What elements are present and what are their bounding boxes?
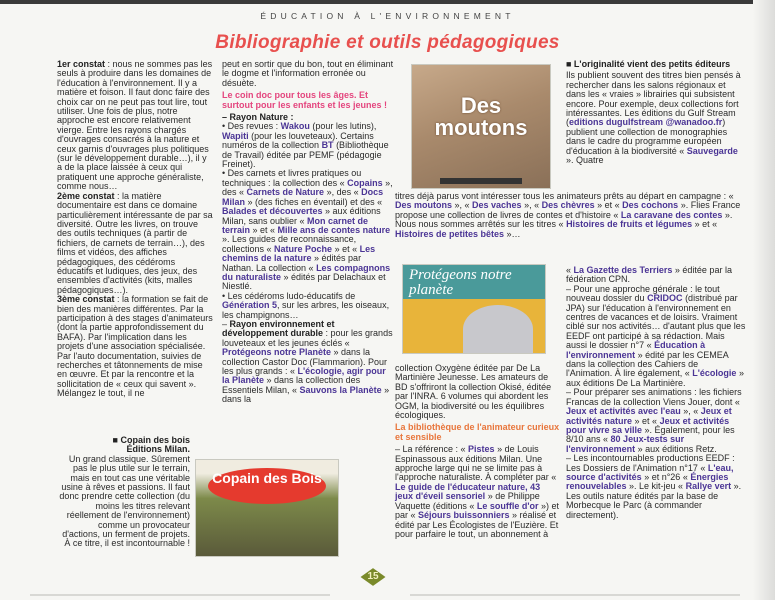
- cover-strip: [440, 178, 522, 184]
- page-title: Bibliographie et outils pédagogiques: [215, 32, 560, 53]
- paragraph: [566, 285, 746, 388]
- paragraph: [57, 192, 213, 295]
- text-run: – Pour préparer ses animations : les fichiers Francas de la collection Viens Jouer, dont «: [566, 387, 742, 407]
- text-run: : la formation se fait de bien des manières différentes. Par la participation à des stages d'animateurs (dont la partie approfondissement du BAFA). Par l'implication dans les projets d'une association spécialisée. Par l'auto documentation, suivies de recherches et tâtonnements de mise en œuvre. Et par la rencontre et la sollicitation de « ceux qui savent ». Mélangez le tout, il ne: [57, 294, 213, 399]
- highlighted-title: Jeux et activités nature: [566, 406, 732, 426]
- paragraph: [57, 60, 213, 192]
- subheading: La bibliothèque de l'animateur curieux et sensible: [395, 422, 560, 442]
- paragraph: [566, 71, 744, 165]
- text-run: ». Les outils nature édités par la base de Morbecque le Parc (à commander directement).: [566, 481, 742, 520]
- highlighted-title: Histoires de fruits et légumes: [566, 219, 693, 230]
- paragraph: [566, 388, 746, 454]
- highlighted-title: L'écologie, agir pour la Planète: [222, 366, 386, 386]
- text-run: (Bibliothèque de Travail) éditée par PEMF (pédagogie Freinet).: [222, 140, 389, 170]
- highlighted-title: L'écologie: [692, 368, 737, 379]
- footer-rule: [30, 594, 330, 596]
- paragraph: [395, 364, 560, 420]
- text-run: (pour les louveteaux). Certains numéros de la collection: [222, 130, 374, 151]
- text-run: » (des fiches en éventail) et des «: [245, 196, 383, 207]
- paragraph: [222, 320, 394, 405]
- bold-text: Rayon environnement et développement durable: [222, 318, 335, 339]
- text-run: • Des carnets et livres pratiques ou techniques : la collection des «: [222, 168, 362, 188]
- bold-text: 2ème constat: [57, 190, 115, 201]
- paragraph: [58, 455, 190, 549]
- text-run: – Les incontournables productions EEDF : Les Dossiers de l'Animation n°17 «: [566, 453, 735, 473]
- highlighted-title: Docs Milan: [222, 187, 384, 207]
- text-run: ». Flies France propose une collection de livres de contes et d'histoire «: [395, 200, 741, 220]
- paragraph: [222, 292, 394, 320]
- highlighted-title: 80 Jeux-tests sur l'environnement: [566, 434, 685, 454]
- text-run: , sur les arbres, les oiseaux, les champignons…: [222, 300, 390, 320]
- text-run: collection Oxygène éditée par De La Martinière Jeunesse. Les amateurs de BD s'offriront la collection Okisé, éditée par l'INRA. 6 volumes qui abordent les OGM, la biodiversité ou les équilibres écologiques.: [395, 363, 552, 421]
- text-run: ». Les guides de reconnaissance, collections «: [222, 234, 357, 254]
- column-3: [395, 364, 560, 539]
- text-run: (pour les lutins),: [309, 121, 377, 132]
- subheading: Le coin doc pour tous les âges. Et surtout pour les enfants et les jeunes !: [222, 90, 388, 110]
- copain-des-bois-box: [58, 436, 190, 549]
- paragraph: [566, 266, 746, 285]
- highlighted-title: L'eau, source d'activités: [566, 462, 734, 482]
- highlighted-title: Nature Poche: [274, 243, 333, 254]
- column-4-top: [566, 60, 744, 165]
- highlighted-title: Carnets de Nature: [246, 187, 325, 198]
- text-run: », «: [680, 406, 701, 417]
- bold-text: ■ Copain des bois: [112, 435, 190, 445]
- text-run: » édités par Nathan. La collection «: [222, 253, 362, 273]
- paragraph: [222, 169, 394, 291]
- book-cover-protegeons: [403, 265, 545, 353]
- text-run: • Les cédéroms ludo-éducatifs de: [222, 290, 356, 301]
- text-run: » réalisé et édité par Les Écologistes de l'Euzière. Et pour parfaire le tout, un abonnement à: [395, 510, 559, 539]
- page-number: 15: [367, 571, 379, 582]
- bird-illustration: [463, 305, 533, 353]
- highlighted-title: Sauvegarde: [686, 145, 738, 156]
- text-run: », «: [521, 200, 542, 211]
- column-4-bottom: [566, 266, 746, 520]
- text-run: » éditée par la fédération CPN.: [566, 265, 732, 285]
- text-run: : la matière documentaire est dans ce domaine particulièrement intéressante de par sa diversité. Outre les livres, on trouve des outils techniques (à partir de fichiers, de carnets de terrain…), des films et vidéos, des affiches pédagogiques, des cédéroms éducatifs et ludiques, des jeux, des ensembles d'activités (kits, malles pédagogiques…).: [57, 190, 213, 295]
- text-run: » dans la: [222, 384, 390, 405]
- text-run: «: [566, 265, 574, 275]
- text-run: ) publient une collection de monographies dans le cadre du programme européen d'éducation à la biodiversité «: [566, 117, 728, 156]
- paragraph: [566, 454, 746, 520]
- highlighted-title: Énergies renouvelables: [566, 471, 729, 492]
- paragraph: [566, 60, 744, 69]
- highlighted-title: La Gazette des Terriers: [573, 265, 673, 275]
- highlighted-title: Mille ans de contes nature: [277, 224, 391, 235]
- highlighted-title: Des vaches: [472, 200, 522, 211]
- highlighted-title: Séjours buissonniers: [418, 510, 510, 521]
- highlighted-title: Sauvons la Planète: [299, 384, 382, 395]
- text-run: » édité par les CEMEA dans la collection des Cahiers de l'Animation. À lire également, «: [566, 349, 729, 379]
- highlighted-title: Des chèvres: [541, 200, 595, 211]
- paragraph: [222, 60, 394, 88]
- highlighted-title: Jeux et activités pour vivre sa ville: [566, 415, 730, 435]
- text-run: Ils publient souvent des titres bien pensés à rechercher dans les salons régionaux et dans les « vraies » librairies qui subsistent encore. Pour exemple, deux collections fort intéressantes. Les éditions du Gulf Stream (: [566, 70, 741, 128]
- highlighted-title: Mon carnet de terrain: [222, 215, 369, 235]
- section-kicker: ÉDUCATION À L'ENVIRONNEMENT: [260, 11, 515, 21]
- cover-title: Copain des Bois: [208, 468, 326, 504]
- highlighted-title: Protégeons notre Planète: [222, 347, 332, 358]
- highlighted-title: Rallye vert: [685, 481, 732, 492]
- highlighted-title: Wakou: [280, 121, 310, 132]
- bold-text: 1er constat: [57, 59, 106, 69]
- highlighted-title: Balades et découvertes: [222, 206, 323, 217]
- text-run: ». Nous nous sommes arrêtés sur les titres «: [395, 209, 733, 230]
- text-run: – La référence : «: [395, 444, 469, 455]
- book-cover-des-moutons: [412, 65, 550, 188]
- paragraph: [222, 122, 394, 169]
- paragraph: [57, 295, 213, 398]
- cover-title: Des moutons: [434, 93, 528, 140]
- text-run: ». Également, pour les 8/10 ans «: [566, 424, 735, 445]
- text-run: : nous ne sommes pas les seuls à produire dans les domaines de l'éducation à l'environnement. Il y a matière et foison. Il faut donc faire des choix car on ne peut pas tout lire, tout utiliser. Une fois de plus, notre approche est encore relativement vierge. Entre les rayons chargés d'ouvrages consacrés à la nature et ceux garnis d'ouvrages plus politiques (sur le développement durable…), il y a de la place laissée à ceux qui pratiquent une approche généraliste, comme nous…: [57, 59, 213, 192]
- column-2: [222, 60, 394, 405]
- text-run: » édités par Delachaux et Niestlé.: [222, 271, 386, 292]
- text-run: » dans la collection des Essentiels Milan, «: [222, 375, 361, 395]
- text-run: » aux éditions Retz.: [635, 443, 717, 454]
- highlighted-title: Le souffle d'or: [476, 500, 539, 511]
- text-run: », «: [452, 200, 473, 211]
- highlighted-title: Pistes: [468, 444, 495, 455]
- highlighted-title: Éducation à l'environnement: [566, 340, 706, 360]
- highlighted-title: BT: [321, 140, 334, 151]
- highlighted-title: Le guide de l'éducateur nature, 43 jeux d'éveil sensoriel: [395, 481, 541, 502]
- text-run: peut en sortir que du bon, tout en éliminant le dogme et l'information erronée ou désuète.: [222, 59, 394, 88]
- text-run: titres déjà parus vont intéresser tous les animateurs prêts au départ en campagne : «: [395, 191, 734, 201]
- highlighted-title: Des cochons: [622, 200, 679, 211]
- bold-text: ■ L'originalité vient des petits éditeurs: [566, 59, 731, 69]
- text-run: – Pour une approche générale : le tout nouveau dossier du: [566, 283, 720, 304]
- text-run: –: [222, 318, 230, 329]
- text-run: Un grand classique. Sûrement pas le plus utile sur le terrain, mais en tout cas une véritable usine à rêves et passions. Il faut donc prendre cette collection (du moins les titres relevant réellement de l'environnement) comme un provocateur d'actions, un ferment de projets. À ce titre, il est incontournable !: [59, 453, 190, 549]
- column-1: [57, 60, 213, 399]
- text-run: » aux éditions Milan, sans oublier «: [222, 206, 381, 226]
- highlighted-title: Des moutons: [395, 200, 453, 211]
- text-run: » dans la collection Castor Doc (Flammarion). Pour les plus grands : «: [222, 347, 388, 376]
- text-run: ». Le kit-jeu «: [626, 481, 686, 492]
- text-run: »…: [504, 228, 521, 239]
- highlighted-title: CRIDOC: [647, 293, 683, 304]
- highlighted-title: editions dugulfstream @wanadoo.fr: [569, 117, 723, 128]
- highlighted-title: Les chemins de la nature: [222, 243, 376, 264]
- bold-text: Éditions Milan.: [126, 444, 190, 455]
- text-run: ») et par «: [395, 500, 560, 521]
- text-run: » et n°26 «: [641, 471, 691, 482]
- paragraph: [395, 445, 560, 539]
- text-run: » et «: [692, 219, 718, 230]
- highlighted-title: Génération 5: [222, 300, 278, 311]
- text-run: » de Philippe Vaquette (éditions «: [395, 491, 540, 511]
- text-run: • Des revues :: [222, 121, 281, 132]
- text-run: » aux éditions De La Martinière.: [566, 368, 744, 388]
- highlighted-title: Copains: [347, 177, 383, 188]
- book-cover-copain-des-bois: [196, 460, 338, 556]
- text-run: » et «: [250, 224, 278, 235]
- highlighted-title: Wapiti: [222, 130, 249, 141]
- cover-title: Protégeons notre planète: [409, 267, 512, 298]
- highlighted-title: Les compagnons du naturaliste: [222, 262, 391, 282]
- text-run: (distribué par JPA) sur l'éducation à l'environnement en centres de vacances et de loisirs. Vraiment ciblé sur nos activités… d'autant plus que les EEDF ont participé à sa rédaction. Mais aussi le dossier n°7 «: [566, 293, 746, 351]
- paragraph: [395, 192, 745, 239]
- text-run: » et «: [332, 243, 360, 254]
- text-run: », des «: [324, 187, 362, 198]
- wide-text-block: [395, 192, 745, 239]
- footer-rule: [410, 594, 740, 596]
- highlighted-title: Jeux et activités avec l'eau: [566, 406, 681, 417]
- text-run: ». Quatre: [566, 155, 604, 166]
- text-run: », des «: [222, 177, 393, 198]
- bold-text: – Rayon Nature :: [222, 112, 294, 123]
- scan-top-border: [0, 0, 775, 4]
- text-run: » de Louis Espinassous aux éditions Milan. Une approche large qui ne se limite pas à l'approche naturaliste. À compléter par «: [395, 444, 557, 483]
- scan-page-edge: [753, 0, 775, 600]
- highlighted-title: La caravane des contes: [620, 209, 723, 220]
- page-number-badge: [362, 568, 384, 586]
- text-run: : pour les grands louveteaux et les jeunes éclés «: [222, 328, 393, 348]
- text-run: » et «: [594, 200, 623, 211]
- text-run: » et «: [632, 415, 660, 426]
- bold-text: 3ème constat: [57, 294, 115, 305]
- highlighted-title: Histoires de petites bêtes: [395, 228, 505, 239]
